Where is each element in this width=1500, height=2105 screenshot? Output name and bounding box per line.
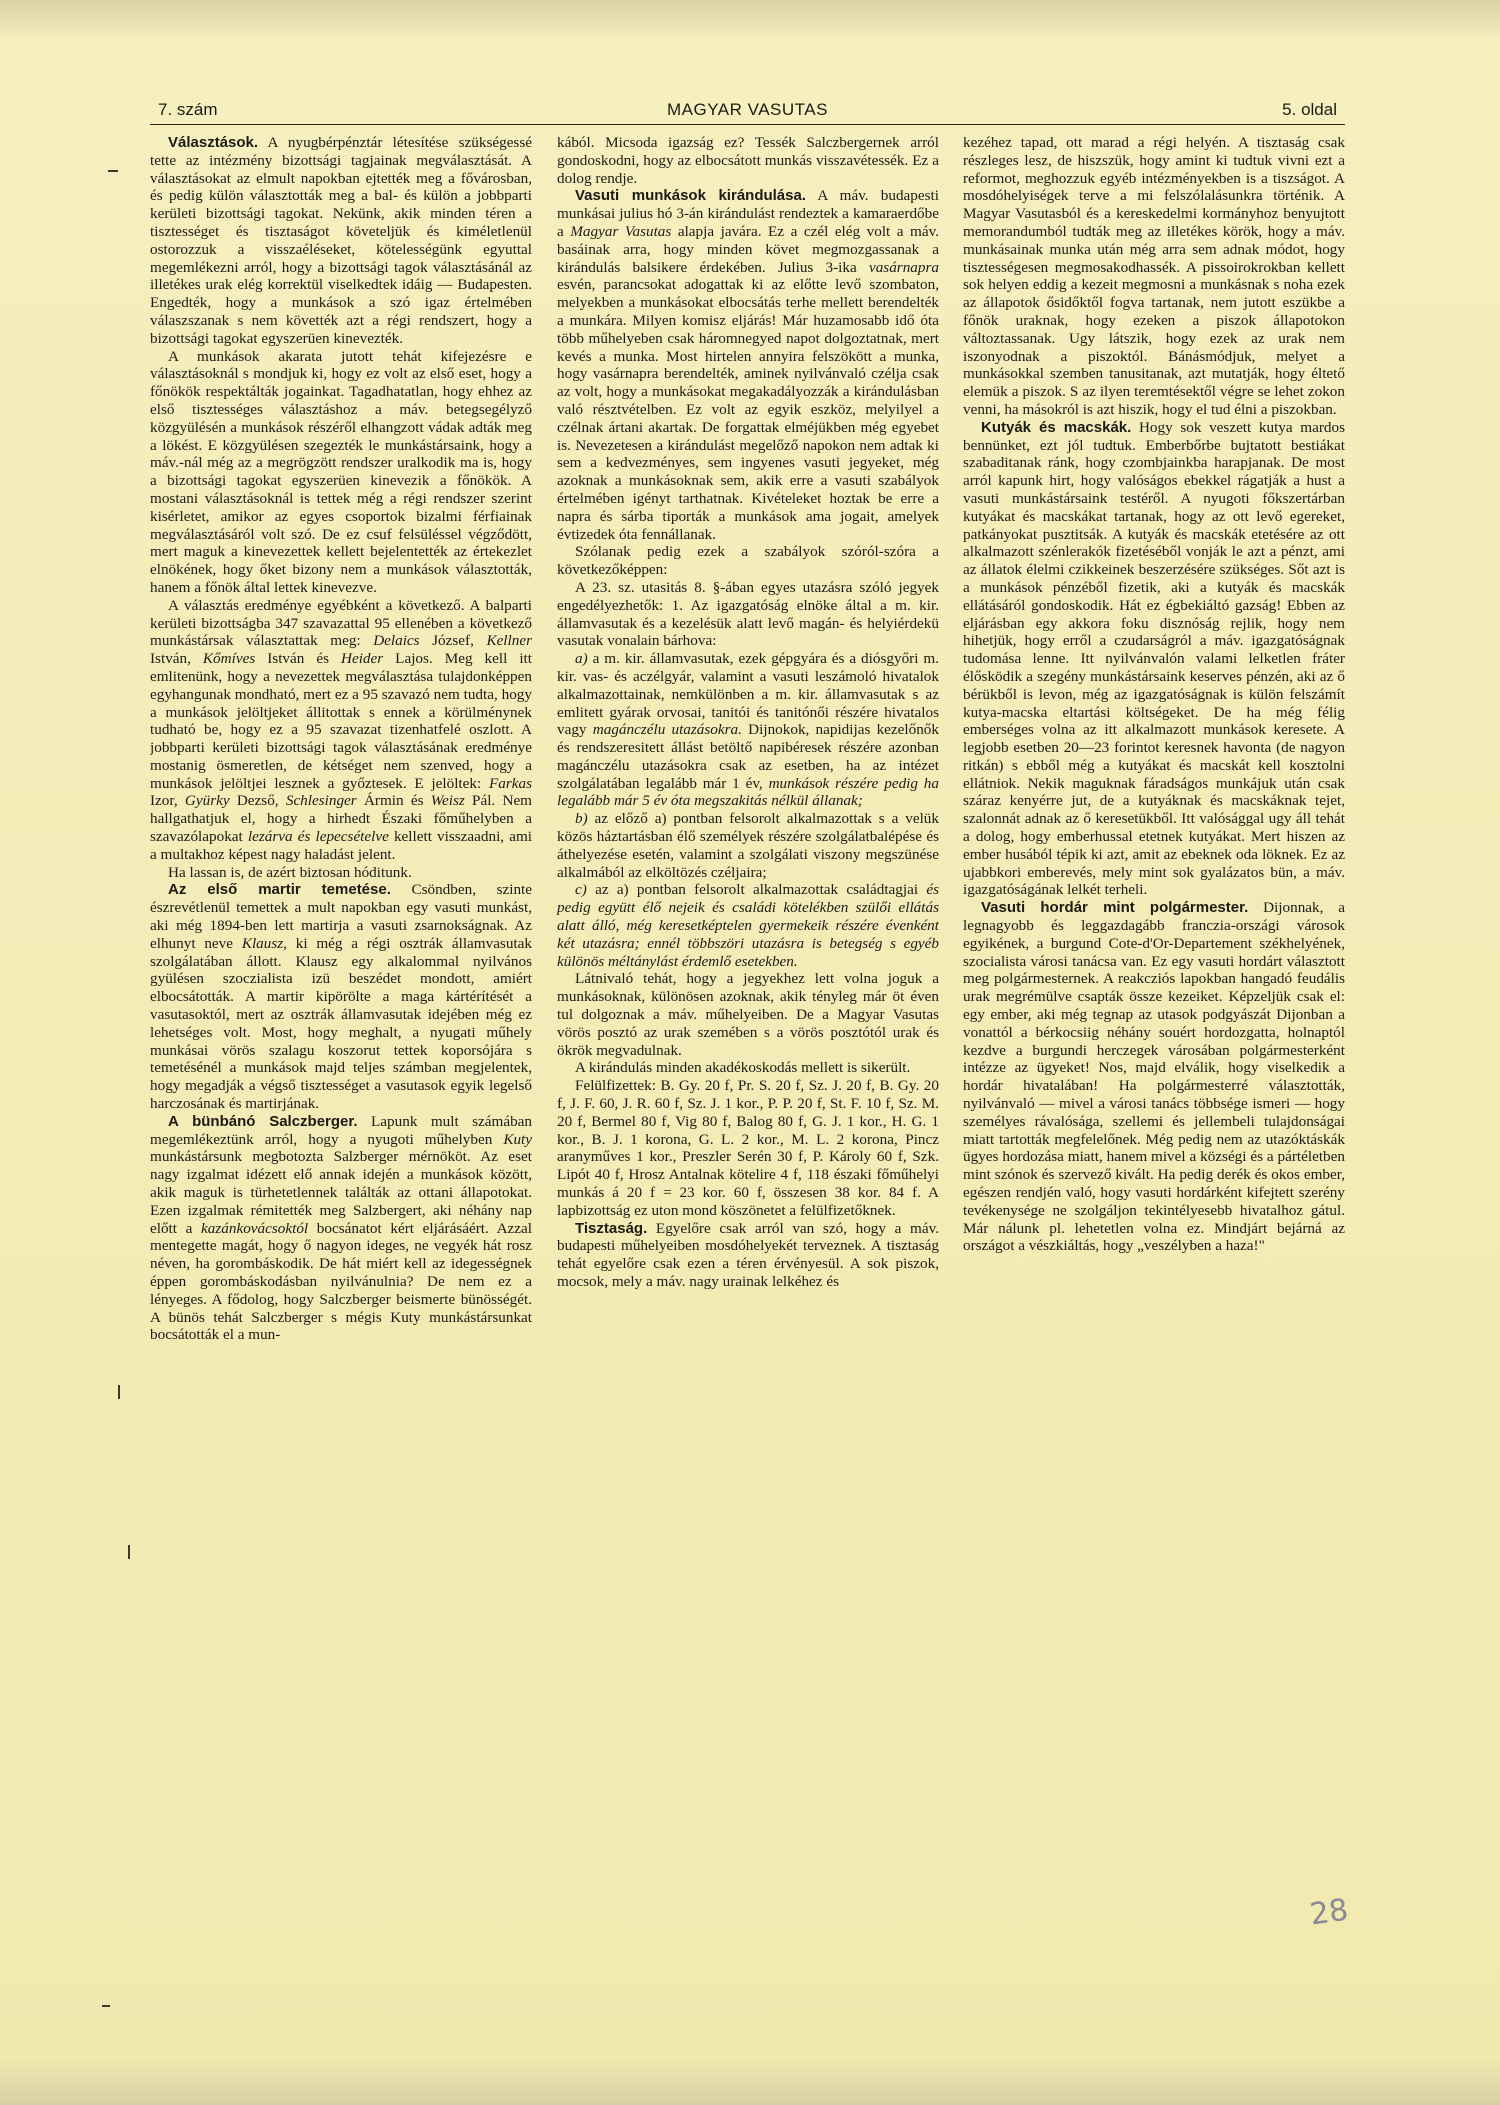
article-valasztasok <box>150 134 532 348</box>
emphasis: és pedig együtt élő nejeik és családi kötelékben szülői ellátás alatt álló, még keresetképtelen gyermekeik részére évenként két utazásra; ennél többszöri utazásra is betegség s egyéb különös méltánylást érdemlő esetekben. <box>557 881 939 970</box>
paragraph: A 23. sz. utasitás 8. §-ában egyes utazásra szóló jegyek engedélyezhetők: 1. Az igazgatóság elnöke által a m. kir. államvasutak és a kezelésük alatt levő magán- és helyiérdekü vasutak vonalain bárhova: <box>557 578 939 650</box>
scan-edge-bottom <box>0 2059 1500 2105</box>
article-text: Egyelőre csak arról van szó, hogy a máv. budapesti műhelyeiben mosdóhelyekét terveznek. A tisztaság tehát egyelőre csak ezen a téren érvényesül. A sok piszok, mocsok, mely a máv. nagy urainak lelkéhez és <box>557 1219 939 1290</box>
list-marker: c) <box>575 881 587 899</box>
article-tisztasag <box>557 1220 939 1291</box>
margin-mark <box>128 1545 130 1559</box>
paragraph: kából. Micsoda igazság ez? Tessék Salczbergernek arról gondoskodni, hogy az elbocsátott munkás visszavétessék. Ez a dolog rendje. <box>557 134 939 187</box>
article-text: Dijonnak, a legnagyobb és leggazdagább franczia-országi városok egyikének, a burgund Cote-d'Or-Departement székhelyének, szocialista városi tanácsa van. Ez egy vasuti hordárt választott meg polgármesternek. A reakcziós lapokban hangadó feudális urak megrémülve csapták össze kezeiket. Képzeljük csak el: egy ember, aki még tegnap az utasok podgyászát Dijonban a vonattól a bérkocsiig néhány souért hordozgatta, holnaptól kezdve a burgundi herczegek városában polgármesterként intézze az ügyeket! Nos, majd elválik, hogy viselkedik a hordár hivatalában! Ha polgármesterré választották, nyilvánvaló — mivel a városi tanács többsége ismeri — hogy személyes rávalósága, szellemi és jellembeli tulajdonságai miatt tartották megfelelőnek. Még pedig nem az utazóktáskák ügyes hordozása miatt, hanem mivel a községi és a pártéletben mint szónok és szervező kivált. Ha pedig derék és okos ember, egészen rendjén való, hogy vasuti hordárként kifejtett szerény tevékenysége ne szolgáljon tekintélyesebb hivatalhoz gátul. Már nálunk pl. lehetetlen volna ez. Mindjárt bejárná az országot a vészkiáltás, hogy „veszélyben a haza!" <box>963 899 1345 1255</box>
article-title: Vasuti hordár mint polgármester. <box>981 899 1249 917</box>
article-text: munkástársunk megbotozta Salzberger mérnököt. Az eset nagy izgalmat idézett elő annak idején a munkások között, akik maguk is türhetetlennek találták az ottani állapotokat. Ezen izgalmak rémitették meg Salzbergert, aki néhány nap előtt a <box>150 1148 532 1237</box>
name: Kuty <box>503 1130 532 1148</box>
paragraph: A munkások akarata jutott tehát kifejezésre e választásoknál s mondjuk ki, hogy ez volt az első eset, hogy a főnökök respektálták jogainkat. Tagadhatatlan, hogy ehhez az első tisztességes választáshoz a máv. betegsegélyző közgyülésén a munkások részéről elhangzott vádak adták meg a lökést. E közgyülésen szegezték le munkástársaink, hogy a máv.-nál még az a megrögzött rendszer uralkodik ma is, hogy a bizottsági tagokat egyszerüen kinevezik a főnökök. A mostani választásoknál is tettek még a régi rendszer szerint kisérletet, amikor az egyes csoportok bizalmi férfiainak megválasztásáról volt szó. De ez csuf felsüléssel végződött, mert maguk a kinevezettek kellett bejelentették az értekezlet elnökének, hogy őket bizony nem a munkások választották, hanem a főnök által lettek kinevezve. <box>150 347 532 596</box>
article-text: Csöndben, szinte észrevétlenül temettek a mult napokban egy vasuti munkást, aki még 1894-ben lett martirja a vasuti zsarnokságnak. Az elhunyt neve <box>150 881 532 952</box>
article-text: a m. kir. államvasutak, ezek gépgyára és a diósgyőri m. kir. vas- és aczélgyár, valamint a vasuti leszámoló hivatalok alkalmazottainak, nemkülönben a m. kir. államvasutak s az emlitett gyárak orvosai, tanitói és tanitónői részére hivatalos vagy <box>557 650 939 739</box>
paragraph: kezéhez tapad, ott marad a régi helyén. A tisztaság csak részleges lesz, de hiszszük, hogy amint ki tudtuk vivni ezt a reformot, meghozzuk egyéb intézményekben is a tiszságot. A mosdóhelyiségek terve a mi felszólalásunkra történik. A Magyar Vasutasból és a kereskedelmi kormányhoz benyujtott memorandumból tudták meg az illetékes körök, hogy a máv. munkásainak munka után még arra sem adnak módot, hogy tisztességesen megmosakodhassék. A pissoirokrokban kellett sok helyen eddig a kezeit megmosni a munkásnak s noha ezek az állapotok ősidőktől fogva tartanak, nem jutott eszükbe a főnök uraknak, hogy ezeken a piszok állapotokon változtassanak. Ugy látszik, hogy ezek az urak nem iszonyodnak a piszoktól. Bánásmódjuk, melyet a munkásokkal szemben tanusitanak, azt mutatják, hogy éltető elemük a piszok. S az ilyen teremtésektől végre se lehet zokon venni, ha másokról is azt hiszik, hogy el tud élni a piszokban. <box>963 134 1345 418</box>
page-number: 5. oldal <box>1282 100 1337 119</box>
paragraph: Ha lassan is, de azért biztosan hóditunk. <box>168 863 412 881</box>
article-title: Tisztaság. <box>575 1219 648 1237</box>
newspaper-title: MAGYAR VASUTAS <box>667 100 828 119</box>
margin-mark <box>118 1385 120 1399</box>
issue-number: 7. szám <box>158 100 218 119</box>
paragraph: A kirándulás minden akadékoskodás mellett is sikerült. <box>575 1059 911 1077</box>
paragraph <box>557 650 939 810</box>
article-text: esvén, parancsokat adogattak ki az előtte levő szombaton, melyekben a munkásokat elbocsátás terhe mellett berendelték a munkára. Milyen komisz eljárás! Már huzamosabb idő óta több műhelyeben csak háromnegyed napot dolgoztatnak, mert kevés a munka. Most hirtelen annyira felszökött a munka, hogy vasárnapra berendelték, aminek nyilvánvaló czélja csak az volt, hogy a munkásokat megakadályozzák a kirándulásban való résztvételben. Ez volt az egyik eszköz, melyilyel a czélnak ártani akartak. De forgattak elméjükben még egyebet is. Nevezetesen a kirándulást megelőző napokon nem adtak ki sem a kedvezményes, sem ingyenes vasuti jegyeket, még azoknak a munkásoknak sem, akik erre a vasuti szabályok értelmében igényt tarthatnak. Kivételeket hoztak be erre a napra és sárba tiporták a munkások ama jogait, amelyek évtizedek óta fennállanak. <box>557 276 939 543</box>
name: Kellner <box>486 632 532 650</box>
article-hordar <box>963 899 1345 1255</box>
article-text: bocsánatot kért eljárásáért. Azzal mentegette magát, hogy ő nagyon ideges, ne vegyék hát rosz néven, ha gorombáskodik. De hát miért kell az idegességnek éppen gorombáskodásban nyilvánulnia? De nem ez a lényeges. A fődolog, hogy Salczberger beismerte bünösségét. A bünös tehát Salczberger s mégis Kuty munkástársunkat bocsátották el a mun- <box>150 1219 532 1344</box>
article-title: A bünbánó Salczberger. <box>168 1112 358 1130</box>
paragraph: Felülfizettek: B. Gy. 20 f, Pr. S. 20 f, Sz. J. 20 f, B. Gy. 20 f, J. F. 60, J. R. 60 f, Sz. J. 1 kor., P. P. 20 f, St. F. 10 f, Sz. M. 20 f, Bermel 80 f, Vig 80 f, Balog 80 f, G. J. 1 kor., H. G. 1 kor., B. J. 1 korona, G. L. 2 kor., M. L. 2 korona, Pincz aranyműves 1 kor., Preszler Serén 30 f, P. Károly 60 f, Szk. Lipót 40 f, Hrosz Antalnak kötelire 4 f, 118 északi főműhelyi munkás á 20 f = 23 kor. 60 f, összesen 38 kor. 84 f. A lapbizottság ez uton mond köszönetet a felülfizetőknek. <box>557 1077 939 1219</box>
article-text: az a) pontban felsorolt alkalmazottak családtagjai <box>586 881 927 899</box>
article-martir <box>150 881 532 1112</box>
emphasis: vasárnapra <box>868 258 939 276</box>
margin-mark <box>102 2005 110 2007</box>
article-text: A választás eredménye egyébként a következő. A balparti kerületi bizottságba 347 szavazattal 95 ellenében a következő munkástársak választattak meg: <box>150 596 532 650</box>
paragraph: Szólanak pedig ezek a szabályok szóról-szóra a következőképpen: <box>557 543 939 579</box>
article-kirandulas <box>557 187 939 543</box>
emphasis: kazánkovácsoktól <box>201 1219 309 1237</box>
column-3 <box>963 134 1345 2064</box>
article-kutyak <box>963 419 1345 900</box>
paragraph <box>557 810 939 881</box>
paragraph <box>150 597 532 864</box>
article-title: Az első martir temetése. <box>168 881 391 899</box>
emphasis: lezárva és lepecsételve <box>247 828 389 846</box>
page-header <box>150 98 1345 125</box>
name: Klausz <box>241 934 284 952</box>
column-2 <box>557 134 939 2064</box>
article-text: Lajos. Meg kell itt emlitenünk, hogy a nevezettek megválasztása tulajdonképpen egyhangunak mondható, mert ez a 95 szavazó nem tudta, hogy a munkások jelöltjeket állitottak s ennek a körülménynek tudható be, hogy ez a 95 szavazat tizenhatfelé oszlott. A jobbparti kerületi bizottsági tagok választásának eredménye mostanig ösmeretlen, de kétséget nem szenved, hogy a munkások jelöltjei lesznek a győztesek. E jelöltek: <box>150 650 532 792</box>
article-text: A nyugbérpénztár létesítése szükségessé tette az intézmény bizottsági tagjainak megválasztását. A választásokat az elmult napokban ejtették meg a fővárosban, és pedig külön választották meg a bal- és külön a jobbparti kerületi bizottsági tagokat. Nekünk, akik minden téren a tisztességet és tisztaságot követeljük és kiméletlenül ostorozzuk a visszaéléseket, kötelességünk egyuttal megemlékezni arról, hogy a bizottsági tagok választásánál az illetékes urak elég korrektül viselkedtek idáig — Budapesten. Engedték, hogy a munkások a szó igaz értelmében válaszszanak s nem követték azt a régi rendszert, hogy a bizottsági tagokat egyszerüen kinevezték. <box>150 134 532 347</box>
article-text: A máv. budapesti munkásai julius hó 3-án kirándulást rendeztek a kamaraerdőbe a <box>557 187 939 240</box>
article-text: az előző a) pontban felsorolt alkalmazottak s a velük közös háztartásban élő személyek részére szolgálatbalépése és áthelyezése esetén, valamint a szolgálati viszony megszünése alkalmából az elköltözés czéljaira; <box>557 810 939 881</box>
name: Farkas <box>488 774 532 792</box>
list-marker: b) <box>575 810 588 828</box>
scan-edge-top <box>0 0 1500 42</box>
article-salczberger <box>150 1113 532 1344</box>
margin-mark <box>108 170 118 172</box>
article-text: Ármin és <box>356 792 431 810</box>
paragraph: Látnivaló tehát, hogy a jegyekhez lett volna joguk a munkásoknak, különösen azoknak, akik tényleg már öt éven tul dolgoznak a máv. műhelyeiben. De a Magyar Vasutas vörös posztó az urak szemében s a vörös posztótól urak és ökrök megvadulnak. <box>557 970 939 1059</box>
article-text: Pál. Nem hallgathatjuk el, hogy a hirhedt Északi főműhelyben a szavazólapokat <box>150 792 532 846</box>
name: Delaics <box>373 632 420 650</box>
article-text: , ki még a régi osztrák államvasutak szolgálatában állott. Klausz egy alkalommal nyilvános gyülésen szoczialista izü beszédet mondott, amiért elbocsátották. A martir kipörölte a maga kártérítését a vasutasoktól, mert az osztrák államvasutak idejében még ez lehetséges volt. Most, hogy meghalt, a nyugati műhely munkásai vörös szalagu koszorut tettek koporsójára s temetésénél a munkások majd teljes számban megjelentek, hogy megadják a végső tisztességet a vasutasok egyik legelső harczosának és martirjának. <box>150 934 532 1113</box>
list-marker: a) <box>575 650 588 668</box>
emphasis: Magyar Vasutas <box>570 222 672 240</box>
name: Schlesinger <box>285 792 357 810</box>
name: Heider <box>341 650 384 668</box>
name: Weisz <box>430 792 465 810</box>
article-text: István és <box>255 650 341 668</box>
article-text: alapja javára. Ez a czél elég volt a máv. basáinak arra, hogy minden követ megmozgassanak a kirándulás balsikere érdekében. Julius 3-ika <box>557 222 939 276</box>
article-text: Dezső, <box>229 792 286 810</box>
emphasis: munkások részére pedig ha legalább már 5 év óta megszakitás nélkül állanak; <box>557 774 939 810</box>
article-text: Dijnokok, napidijas kezelőnők és rendszeresitett állást betöltő napibéresek részére azonban magánczélu utazásokra csak az esetben, ha az intézet szolgálatában legalább már 1 év, <box>557 721 939 792</box>
name: Gyürky <box>184 792 230 810</box>
article-title: Választások. <box>168 134 259 151</box>
column-1 <box>150 134 532 2064</box>
article-title: Vasuti munkások kirándulása. <box>575 187 807 205</box>
article-text: Hogy sok veszett kutya mardos bennünket, ezt jól tudtuk. Emberbőrbe bujtatott bestiákat szabaditanak ránk, hogy czombjainkba harapjanak. De most arról kapunk hirt, hogy valóságos ebekkel rágatják a hust a vasuti munkástársaink testéről. A nyugoti főkszertárban kutyákat és macskákat tartanak, hogy az ott levő egereket, patkányokat pusztitsák. A kutyák és macskák etetésére az ott alkalmazott szénlerakók fizetéséből vonják le azt a pénzt, ami az állatok élelmi czikkeinek beszerzésére szükséges. Sőt azt is a munkások pénzéből fizetik, aki a kutyák és macskák ellátásáról gondoskodik. Hát ez égbekiáltó gazság! Ebben az eljárásban egy akkora foku disznóság rejlik, hogy nem hihetjük, hogy erről a czudarságról a máv. igazgatóságnak tudomása lenne. Itt nyilvánvalón valami lelketlen fráter élősködik a szegény munkástársaink keserves pénzén, aki az ő bérükből is levon, még az igazgatóságnak is külön felszámít kutya-macska eltartási költségeket. De ha még félig emberséges volna az itt alkalmazott munkások keresete. A legjobb esetben 20—23 forintot keresnek havonta (de nagyon ritkán) s ebből még a kutyákat és macskát kell kosztolni ellátniok. Nekik maguknak fáradságos munkájuk után csak száraz kenyérre jut, de a kutyáknak és macskáknak tejet, szalonnát adnak az ő keresetükből. Itt valósággal ugy áll tehát a dolog, hogy emberhussal etetnek kutyákat. Mert hiszen az ember husából tépik ki azt, amit az ebeknek oda löknek. Ez az ujabbkori emberevés, mely mint sok gyalázatos bün, a máv. igazgatóságának lelkét terheli. <box>963 418 1345 899</box>
article-text: Izor, <box>150 792 185 810</box>
emphasis: magánczélu utazásokra. <box>592 721 742 739</box>
article-title: Kutyák és macskák. <box>981 418 1132 436</box>
article-text: Lapunk mult számában megemlékeztünk arról, hogy a nyugoti műhelyben <box>150 1112 532 1148</box>
article-text: István, <box>150 650 203 668</box>
paragraph <box>557 881 939 970</box>
handwritten-number: 28 <box>1307 1892 1351 1933</box>
name: Kőmíves <box>202 650 256 668</box>
article-text: József, <box>419 632 487 650</box>
article-text: kellett visszaadni, ami a multakhoz képest nagy haladást jelent. <box>150 828 532 863</box>
